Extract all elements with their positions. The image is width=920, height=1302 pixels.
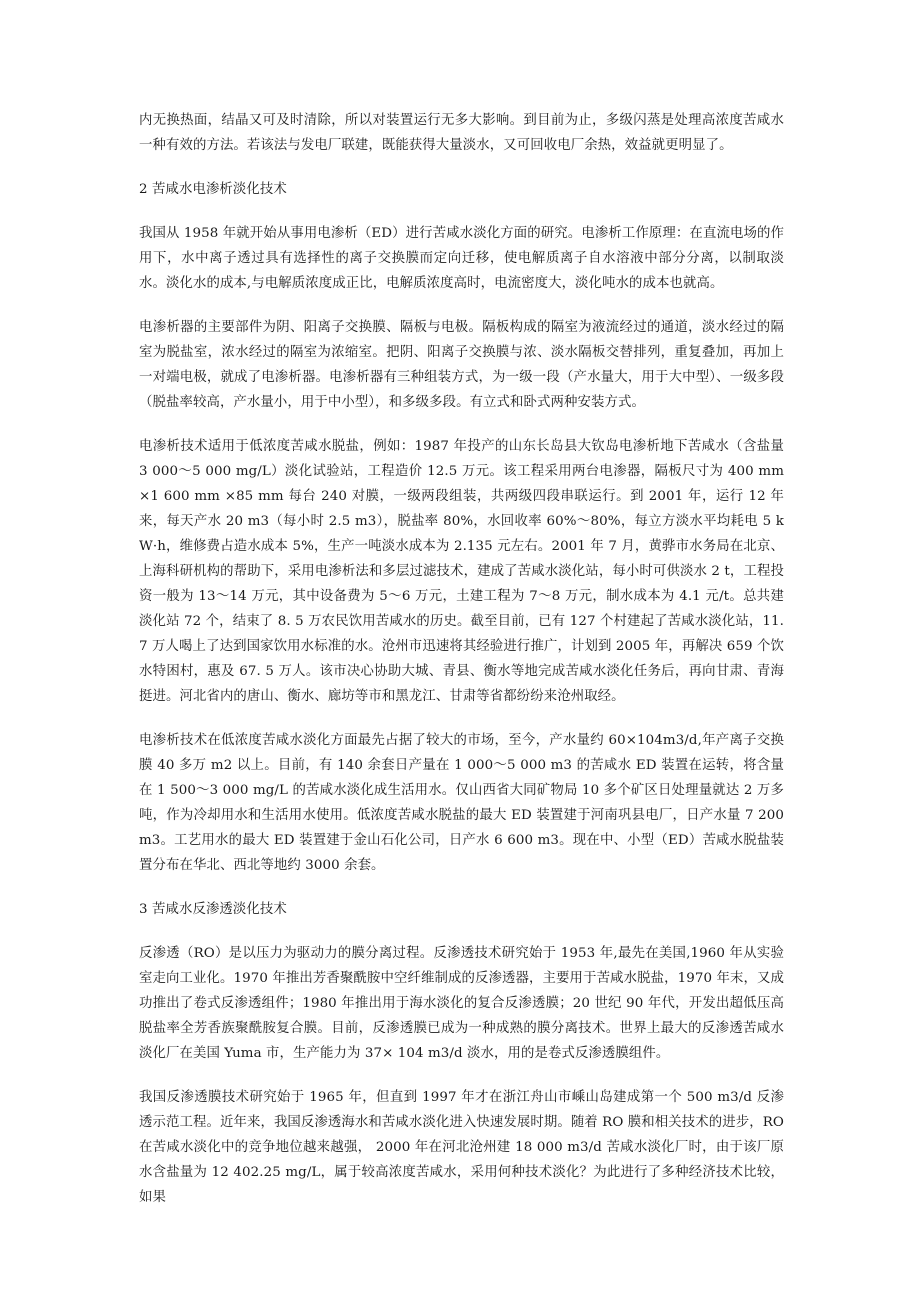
section-heading-reverse-osmosis: 3 苦咸水反渗透淡化技术 xyxy=(139,902,287,917)
paragraph-ed-principle: 我国从 1958 年就开始从事用电渗析（ED）进行苦咸水淡化方面的研究。电渗析工作原理：在直流电场的作用下，水中离子透过具有选择性的离子交换膜而定向迁移，使电解质离子自水溶液中部分分离，以制取淡水。淡化水的成本,与电解质浓度成正比，电解质浓度高时，电流密度大，淡化吨水的成本也就高。 xyxy=(139,226,784,291)
document-body xyxy=(139,108,784,1229)
section-heading-electrodialysis: 2 苦咸水电渗析淡化技术 xyxy=(139,182,287,197)
paragraph-ed-components: 电渗析器的主要部件为阴、阳离子交换膜、隔板与电极。隔板构成的隔室为液流经过的通道，淡水经过的隔室为脱盐室，浓水经过的隔室为浓缩室。把阴、阳离子交换膜与浓、淡水隔板交替排列，重复叠加，再加上一对端电极，就成了电渗析器。电渗析器有三种组装方式，为一级一段（产水量大，用于大中型）、一级多段（脱盐率较高，产水量小，用于中小型），和多级多段。有立式和卧式两种安装方式。 xyxy=(139,320,784,410)
paragraph-ed-market: 电渗析技术在低浓度苦咸水淡化方面最先占据了较大的市场，至今，产水量约 60×104m3/d,年产离子交换膜 40 多万 m2 以上。目前，有 140 余套日产量在 1 000～5 000 m3 的苦咸水 ED 装置在运转，将含量在 1 500～3 000 mg/L 的苦咸水淡化成生活用水。仅山西省大同矿物局 10 多个矿区日处理量就达 2 万多吨，作为冷却用水和生活用水使用。低浓度苦咸水脱盐的最大 ED 装置建于河南巩县电厂，日产水量 7 200 m3。工艺用水的最大 ED 装置建于金山石化公司，日产水 6 600 m3。现在中、小型（ED）苦咸水脱盐装置分布在华北、西北等地约 3000 余套。 xyxy=(139,733,784,873)
paragraph-msf-conclusion: 内无换热面，结晶又可及时清除，所以对装置运行无多大影响。到目前为止，多级闪蒸是处理高浓度苦咸水一种有效的方法。若该法与发电厂联建，既能获得大量淡水，又可回收电厂余热，效益就更明显了。 xyxy=(139,113,784,153)
paragraph-ed-applications: 电渗析技术适用于低浓度苦咸水脱盐，例如：1987 年投产的山东长岛县大钦岛电渗析地下苦咸水（含盐量 3 000～5 000 mg/L）淡化试验站，工程造价 12.5 万元。该工程采用两台电渗器，隔板尺寸为 400 mm ×1 600 mm ×85 mm 每台 240 对膜，一级两段组装，共两级四段串联运行。到 2001 年，运行 12 年来，每天产水 20 m3（每小时 2.5 m3），脱盐率 80%，水回收率 60%～80%，每立方淡水平均耗电 5 kW·h，维修费占造水成本 5%，生产一吨淡水成本为 2.135 元左右。2001 年 7 月，黄骅市水务局在北京、上海科研机构的帮助下，采用电渗析法和多层过滤技术，建成了苦咸水淡化站，每小时可供淡水 2 t，工程投资一般为 13～14 万元，其中设备费为 5～6 万元，土建工程为 7～8 万元，制水成本为 4.1 元/t。总共建淡化站 72 个，结束了 8. 5 万农民饮用苦咸水的历史。截至目前，已有 127 个村建起了苦咸水淡化站，11.7 万人喝上了达到国家饮用水标准的水。沧州市迅速将其经验进行推广，计划到 2005 年，再解决 659 个饮水特困村，惠及 67. 5 万人。该市决心协助大城、青县、衡水等地完成苦咸水淡化任务后，再向甘肃、青海挺进。河北省内的唐山、衡水、廊坊等市和黑龙江、甘肃等省都纷纷来沧州取经。 xyxy=(139,439,784,704)
paragraph-ro-china: 我国反渗透膜技术研究始于 1965 年，但直到 1997 年才在浙江舟山市嵊山岛建成第一个 500 m3/d 反渗透示范工程。近年来，我国反渗透海水和苦咸水淡化进入快速发展时期。随着 RO 膜和相关技术的进步，RO 在苦咸水淡化中的竞争地位越来越强， 2000 年在河北沧州建 18 000 m3/d 苦咸水淡化厂时，由于该厂原水含盐量为 12 402.25 mg/L，属于较高浓度苦咸水，采用何种技术淡化？为此进行了多种经济技术比较，如果 xyxy=(139,1090,784,1205)
paragraph-ro-history: 反渗透（RO）是以压力为驱动力的膜分离过程。反渗透技术研究始于 1953 年,最先在美国,1960 年从实验室走向工业化。1970 年推出芳香聚酰胺中空纤维制成的反渗透器，主要用于苦咸水脱盐，1970 年末，又成功推出了卷式反渗透组件；1980 年推出用于海水淡化的复合反渗透膜；20 世纪 90 年代，开发出超低压高脱盐率全芳香族聚酰胺复合膜。目前，反渗透膜已成为一种成熟的膜分离技术。世界上最大的反渗透苦咸水淡化厂在美国 Yuma 市，生产能力为 37× 104 m3/d 淡水，用的是卷式反渗透膜组件。 xyxy=(139,946,784,1061)
